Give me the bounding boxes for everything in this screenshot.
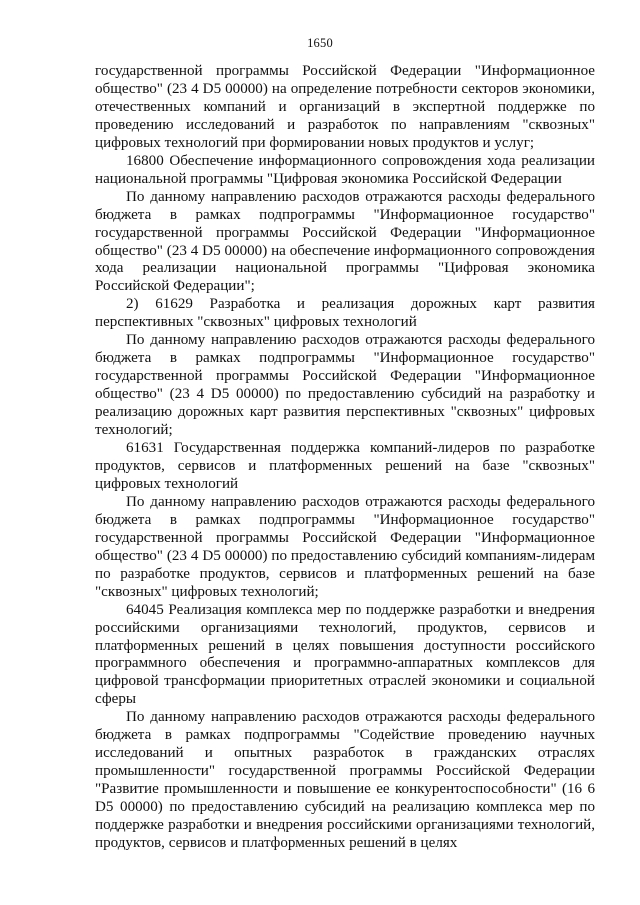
- paragraph-description: По данному направлению расходов отражаются расходы федерального бюджета в рамках подпрограммы "Информационное государство" государственной программы Российской Федерации "Информационное общество" (23 4 D5 00000) по предоставлению субсидий компаниям-лидерам по разработке продуктов, сервисов и платформенных решений на базе "сквозных" цифровых технологий;: [95, 493, 595, 600]
- paragraph-heading-61631: 61631 Государственная поддержка компаний-лидеров по разработке продуктов, сервисов и платформенных решений на базе "сквозных" цифровых технологий: [95, 440, 595, 492]
- paragraph-description: По данному направлению расходов отражаются расходы федерального бюджета в рамках подпрограммы "Информационное государство" государственной программы Российской Федерации "Информационное общество" (23 4 D5 00000) на обеспечение информационного сопровождения хода реализации национальной программы "Цифровая экономика Российской Федерации";: [95, 188, 595, 295]
- paragraph-heading-16800: 16800 Обеспечение информационного сопровождения хода реализации национальной программы "Цифровая экономика Российской Федерации: [95, 152, 595, 187]
- paragraph-heading-61629: 2) 61629 Разработка и реализация дорожных карт развития перспективных "сквозных" цифровых технологий: [95, 296, 595, 331]
- paragraph-continuation: государственной программы Российской Федерации "Информационное общество" (23 4 D5 00000) на определение потребности секторов экономики, отечественных компаний и организаций в экспертной поддержке по проведению исследований и разработок по направлениям "сквозных" цифровых технологий при формировании новых продуктов и услуг;: [95, 63, 595, 151]
- paragraph-description: По данному направлению расходов отражаются расходы федерального бюджета в рамках подпрограммы "Содействие проведению научных исследований и опытных разработок в гражданских отраслях промышленности" государственной программы Российской Федерации "Развитие промышленности и повышение ее конкурентоспособности" (16 6 D5 00000) по предоставлению субсидий на реализацию комплекса мер по поддержке разработки и внедрения российскими организациями технологий, продуктов, сервисов и платформенных решений в целях: [95, 709, 595, 851]
- paragraph-heading-64045: 64045 Реализация комплекса мер по поддержке разработки и внедрения российскими организациями технологий, продуктов, сервисов и платформенных решений в целях повышения доступности российского программного обеспечения и программно-аппаратных комплексов для цифровой трансформации приоритетных отраслей экономики и социальной сферы: [95, 601, 595, 708]
- document-body: [95, 63, 595, 853]
- paragraph-description: По данному направлению расходов отражаются расходы федерального бюджета в рамках подпрограммы "Информационное государство" государственной программы Российской Федерации "Информационное общество" (23 4 D5 00000) по предоставлению субсидий на разработку и реализацию дорожных карт развития перспективных "сквозных" цифровых технологий;: [95, 332, 595, 439]
- page-number: 1650: [307, 36, 333, 50]
